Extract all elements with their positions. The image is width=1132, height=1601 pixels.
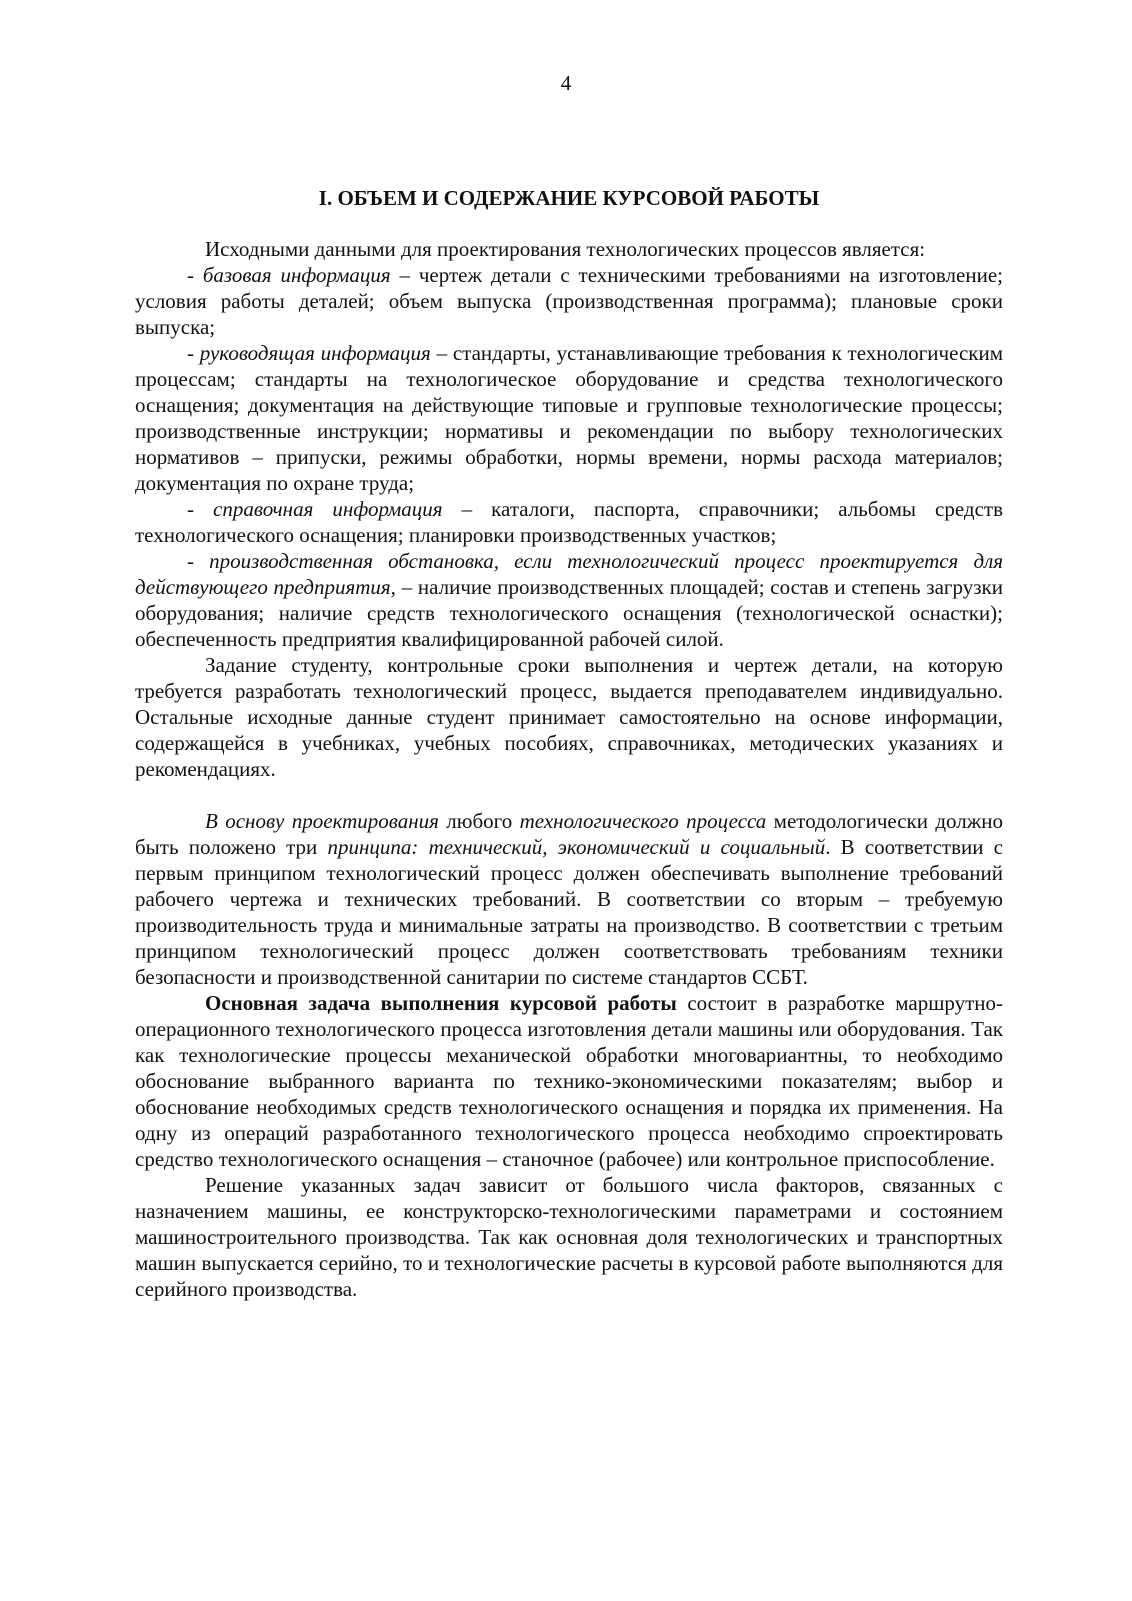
list-item-text: – каталоги, паспорта, справочники; альбомы средств технологического оснащения; планировки производственных участков; [135, 497, 1003, 547]
list-item-guiding-info [135, 340, 1003, 496]
list-item-production-situation [135, 548, 1003, 652]
term-reference-info: справочная информация [213, 497, 443, 521]
solution-paragraph: Решение указанных задач зависит от большого числа факторов, связанных с назначением машины, ее конструкторско-технологическими параметрами и состоянием машиностроительного производства. Так как основная доля технологических и транспортных машин выпускается серийно, то и технологические расчеты в курсовой работе выполняются для серийного производства. [135, 1173, 1003, 1301]
list-item-text: – наличие производственных площадей; состав и степень загрузки оборудования; наличие средств технологического оснащения (технологической оснастки); обеспеченность предприятия квалифицированной рабочей силой. [135, 575, 1003, 651]
principles-text-1: любого [438, 809, 520, 833]
main-task-text: состоит в разработке маршрутно-операционного технологического процесса изготовления детали машины или оборудования. Так как технологические процессы механической обработки многовариантны, то необходимо обоснование выбранного варианта по технико-экономическими показателям; выбор и обоснование необходимых средств технологического оснащения и порядка их применения. На одну из операций разработанного технологического процесса необходимо спроектировать средство технологического оснащения – станочное (рабочее) или контрольное приспособление. [135, 991, 1003, 1171]
assignment-paragraph: Задание студенту, контрольные сроки выполнения и чертеж детали, на которую требуется разработать технологический процесс, выдается преподавателем индивидуально. Остальные исходные данные студент принимает самостоятельно на основе информации, содержащейся в учебниках, учебных пособиях, справочниках, методических указаниях и рекомендациях. [135, 653, 1003, 781]
section-heading: I. ОБЪЕМ И СОДЕРЖАНИЕ КУРСОВОЙ РАБОТЫ [318, 186, 820, 210]
principles-emphasis-3: принципа: технический, экономический и социальный [327, 835, 826, 859]
principles-emphasis-2: технологического процесса [519, 809, 767, 833]
term-guiding-info: руководящая информация [199, 341, 431, 365]
list-dash: - [187, 497, 214, 521]
list-dash: - [187, 341, 200, 365]
principles-emphasis-1: В основу проектирования [205, 809, 439, 833]
main-task-paragraph [135, 990, 1003, 1172]
principles-text-3: . В соответствии с первым принципом технологический процесс должен обеспечивать выполнение требований рабочего чертежа и технических требований. В соответствии со вторым – требуемую производительность труда и минимальные затраты на производство. В соответствии с третьим принципом технологический процесс должен соответствовать требованиям техники безопасности и производственной санитарии по системе стандартов ССБТ. [135, 835, 1003, 989]
term-base-info: базовая информация [202, 263, 391, 287]
principles-paragraph [135, 808, 1003, 990]
page-number: 4 [560, 71, 572, 95]
list-dash: - [187, 549, 210, 573]
list-item-reference-info [135, 496, 1003, 548]
document-body [135, 236, 1003, 1302]
main-task-bold: Основная задача выполнения курсовой работы [205, 991, 677, 1015]
list-dash: - [187, 263, 203, 287]
list-item-base-info [135, 262, 1003, 340]
list-item-text: – чертеж детали с техническими требованиями на изготовление; условия работы деталей; объем выпуска (производственная программа); плановые сроки выпуска; [135, 263, 1003, 339]
term-production-situation: производственная обстановка, если технологический процесс проектируется для действующего предприятия, [135, 549, 1003, 599]
principles-text-2: методологически должно быть положено три [135, 809, 1004, 859]
intro-paragraph: Исходными данными для проектирования технологических процессов является: [205, 237, 926, 261]
list-item-text: – стандарты, устанавливающие требования к технологическим процессам; стандарты на технологическое оборудование и средства технологического оснащения; документация на действующие типовые и групповые технологические процессы; производственные инструкции; нормативы и рекомендации по выбору технологических нормативов – припуски, режимы обработки, нормы времени, нормы расхода материалов; документация по охране труда; [135, 341, 1003, 495]
